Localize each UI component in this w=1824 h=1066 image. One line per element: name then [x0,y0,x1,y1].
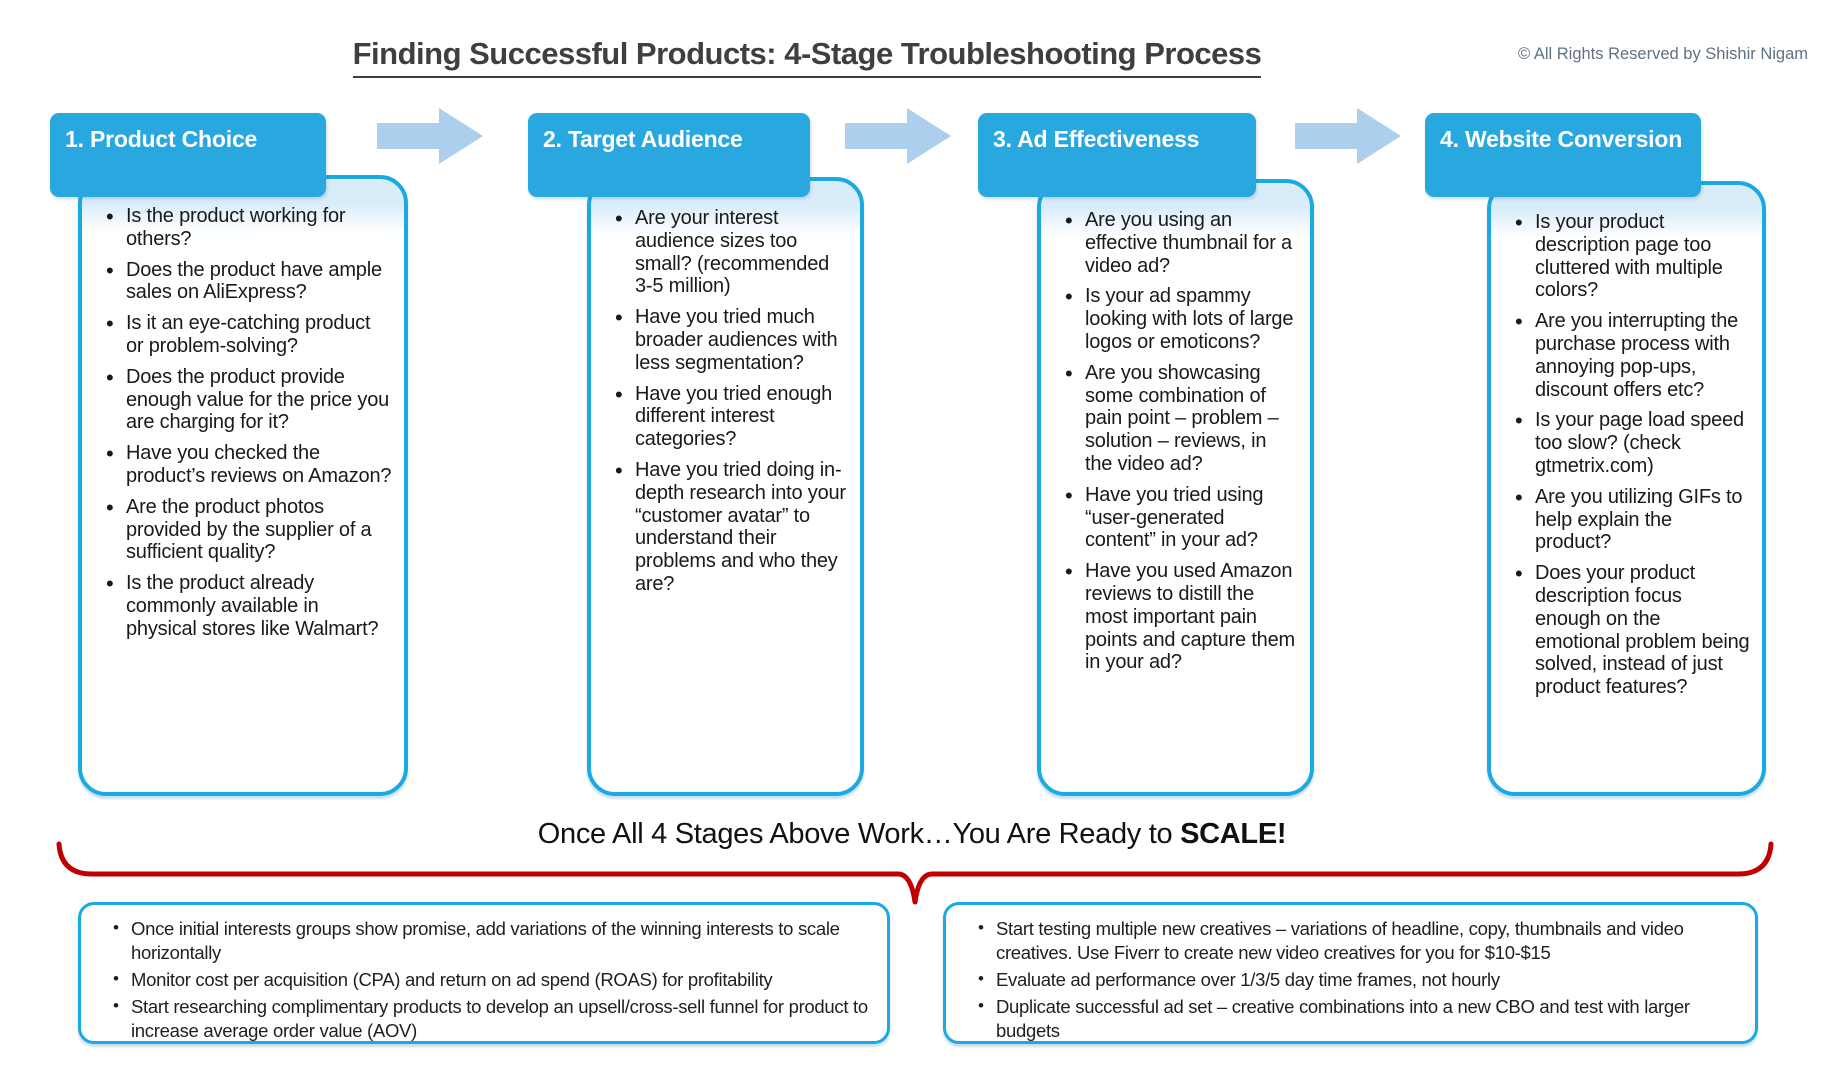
stage-4-bullet-list [1491,185,1762,699]
stage-bullet: • Are you interrupting the purchase process with annoying pop-ups, discount offers etc? [1515,310,1750,401]
scaling-tips-left-list [81,905,887,1043]
stage-bullet: • Is the product working for others? [106,205,392,251]
stage-3-bullet-list [1041,183,1310,674]
stage-2-label: 2. Target Audience [543,126,743,152]
stage-bullet: • Is it an eye-catching product or problem-solving? [106,312,392,358]
stage-bullet: • Is your ad spammy looking with lots of large logos or emoticons? [1065,285,1298,353]
stage-4-body [1487,181,1766,796]
stage-bullet: • Have you tried using “user-generated content” in your ad? [1065,484,1298,552]
scaling-tip: • Once initial interests groups show promise, add variations of the winning interests to scale horizontally [113,917,869,965]
scaling-tip: • Start researching complimentary products to develop an upsell/cross-sell funnel for product to increase average order value (AOV) [113,995,869,1043]
scaling-tip: • Start testing multiple new creatives – variations of headline, copy, thumbnails and video creatives. Use Fiverr to create new video creatives for you for $10-$15 [978,917,1737,965]
stage-4-label: 4. Website Conversion [1440,126,1683,152]
arrow-right-icon [845,108,951,164]
stage-bullet: • Are you showcasing some combination of pain point – problem – solution – reviews, in the video ad? [1065,362,1298,476]
stage-bullet: • Are the product photos provided by the supplier of a sufficient quality? [106,496,392,564]
scaling-tip: • Duplicate successful ad set – creative combinations into a new CBO and test with larger budgets [978,995,1737,1043]
stage-bullet: • Are you utilizing GIFs to help explain the product? [1515,486,1750,554]
stage-3-label: 3. Ad Effectiveness [993,126,1200,152]
stage-bullet: • Have you tried enough different interest categories? [615,383,848,451]
stage-bullet: • Is the product already commonly available in physical stores like Walmart? [106,572,392,640]
stage-bullet: • Are your interest audience sizes too small? (recommended 3-5 million) [615,207,848,298]
scale-banner-emphasis: SCALE! [1180,818,1287,850]
stage-bullet: • Have you tried much broader audiences with less segmentation? [615,306,848,374]
scaling-tips-left-box [78,902,890,1044]
stage-2-bullet-list [591,181,860,596]
curly-brace-icon [54,838,1776,912]
stage-2-body [587,177,864,796]
stage-4-header [1425,113,1701,197]
page-title: Finding Successful Products: 4-Stage Troubleshooting Process [353,36,1262,78]
stage-1-label: 1. Product Choice [65,126,258,152]
stage-bullet: • Are you using an effective thumbnail for a video ad? [1065,209,1298,277]
copyright-notice: © All Rights Reserved by Shishir Nigam [1517,45,1808,63]
title-wrap [0,36,1614,78]
stage-bullet: • Does your product description focus enough on the emotional problem being solved, instead of just product features? [1515,562,1750,699]
stage-bullet: • Is your page load speed too slow? (check gtmetrix.com) [1515,409,1750,477]
scaling-tips-right-list [946,905,1755,1043]
stage-2-header [528,113,810,197]
stage-1-header [50,113,326,197]
arrow-right-icon [377,108,483,164]
scaling-tip: • Monitor cost per acquisition (CPA) and return on ad spend (ROAS) for profitability [113,968,869,992]
scaling-tips-right-box [943,902,1758,1044]
stage-bullet: • Is your product description page too cluttered with multiple colors? [1515,211,1750,302]
scaling-tip: • Evaluate ad performance over 1/3/5 day time frames, not hourly [978,968,1737,992]
stage-bullet: • Does the product provide enough value for the price you are charging for it? [106,366,392,434]
scale-banner-text: Once All 4 Stages Above Work…You Are Ready to [537,818,1181,850]
stage-bullet: • Have you used Amazon reviews to distill the most important pain points and capture them in your ad? [1065,560,1298,674]
stage-bullet: • Does the product have ample sales on AliExpress? [106,259,392,305]
stage-1-bullet-list [82,179,404,641]
arrow-right-icon [1295,108,1401,164]
stage-bullet: • Have you tried doing in-depth research into your “customer avatar” to understand their problems and who they are? [615,459,848,596]
stage-bullet: • Have you checked the product’s reviews on Amazon? [106,442,392,488]
stage-1-body [78,175,408,796]
stage-3-header [978,113,1256,197]
stage-3-body [1037,179,1314,796]
